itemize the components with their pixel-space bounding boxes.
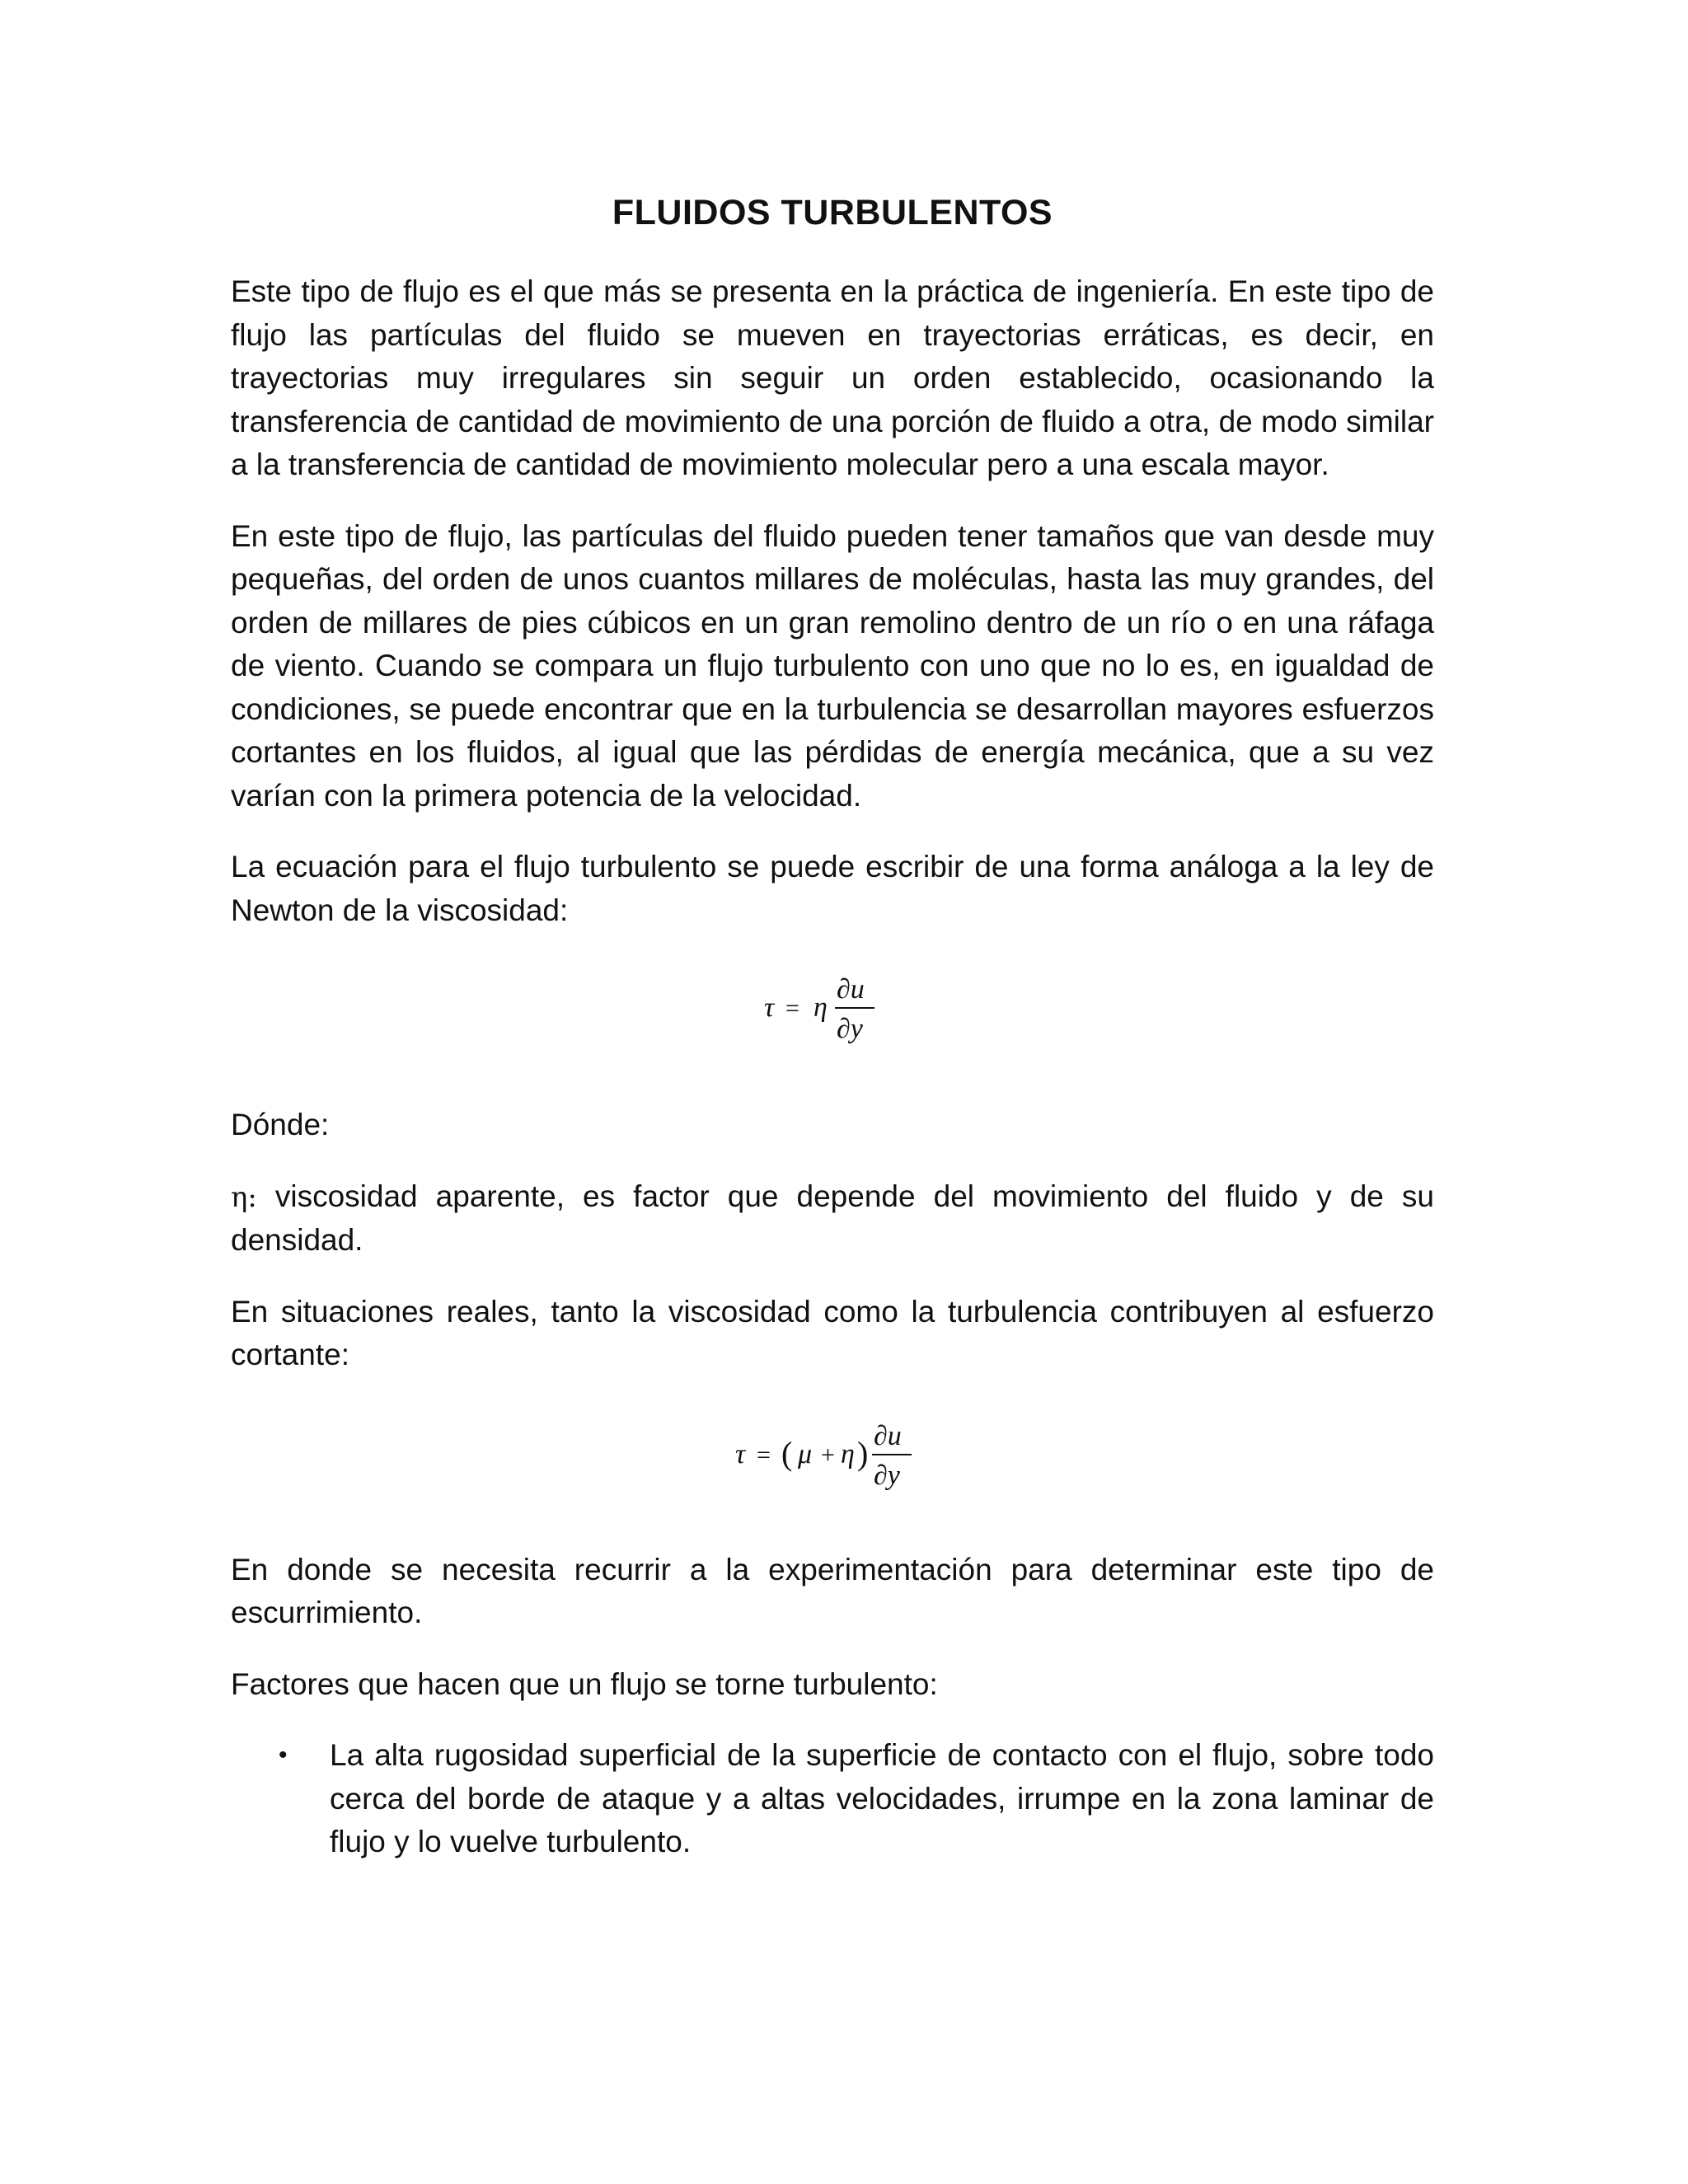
paragraph-factors-intro: Factores que hacen que un flujo se torne turbulento: — [231, 1666, 938, 1701]
eq2-open-paren: ( — [781, 1434, 793, 1472]
paragraph-equation-intro: La ecuación para el flujo turbulento se puede escribir de una forma análoga a la ley de Newton de la viscosidad: — [231, 850, 1434, 927]
eq2-close-paren: ) — [857, 1434, 869, 1472]
list-item — [231, 1734, 1434, 1864]
eta-definition-text: viscosidad aparente, es factor que depende del movimiento del fluido y de su densidad. — [231, 1179, 1434, 1257]
equation-total-shear-graphic — [734, 1413, 931, 1496]
eq2-plus: + — [821, 1441, 835, 1469]
eq1-denominator: ∂y — [837, 1014, 863, 1044]
paragraph-intro: Este tipo de flujo es el que más se presenta en la práctica de ingeniería. En este tipo de flujo las partículas del fluido se mueven en trayectorias erráticas, es decir, en trayectorias muy irregulares sin seguir un orden establecido, ocasionando la transferencia de cantidad de movimiento de una porción de fluido a otra, de modo similar a la transferencia de cantidad de movimiento molecular pero a una escala mayor. — [231, 274, 1434, 481]
eq1-numerator: ∂u — [837, 974, 865, 1005]
list-item-text: La alta rugosidad superficial de la superficie de contacto con el flujo, sobre todo cerca del borde de ataque y a altas velocidades, irrumpe en la zona laminar de flujo y lo vuelve turbulento. — [330, 1738, 1434, 1858]
paragraph-experimentation: En donde se necesita recurrir a la experimentación para determinar este tipo de escurrimiento. — [231, 1552, 1434, 1629]
equation-total-shear — [231, 1413, 1434, 1496]
paragraph-eta-definition — [231, 1175, 1434, 1263]
document-title: FLUIDOS TURBULENTOS — [612, 193, 1053, 232]
equation-turbulent-shear-graphic — [762, 968, 903, 1051]
eta-symbol: η: — [231, 1180, 257, 1214]
paragraph-real-situations: En situaciones reales, tanto la viscosidad como la turbulencia contribuyen al esfuerzo cortante: — [231, 1294, 1434, 1371]
eq2-denominator: ∂y — [874, 1460, 900, 1491]
bullet-icon: • — [279, 1741, 288, 1769]
eq2-eta: η — [841, 1438, 855, 1469]
document-body — [231, 190, 1434, 1864]
paragraph-particle-sizes: En este tipo de flujo, las partículas del fluido pueden tener tamaños que van desde muy pequeñas, del orden de unos cuantos millares de moléculas, hasta las muy grandes, del orden de millares de pies cúbicos en un gran remolino dentro de un río o en una ráfaga de viento. Cuando se compara un flujo turbulento con uno que no lo es, en igualdad de condiciones, se puede encontrar que en la turbulencia se desarrollan mayores esfuerzos cortantes en los fluidos, al igual que las pérdidas de energía mecánica, que a su vez varían con la primera potencia de la velocidad. — [231, 518, 1434, 813]
eq2-numerator: ∂u — [874, 1420, 902, 1451]
eq2-equals: = — [757, 1441, 771, 1469]
eq2-tau: τ — [735, 1438, 746, 1469]
factors-list — [231, 1734, 1434, 1864]
eq2-mu: μ — [798, 1438, 813, 1469]
equation-turbulent-shear — [231, 968, 1434, 1051]
eq1-eta: η — [814, 992, 828, 1023]
eq1-equals: = — [785, 995, 799, 1022]
label-donde: Dónde: — [231, 1108, 330, 1141]
eq1-tau: τ — [764, 992, 775, 1023]
